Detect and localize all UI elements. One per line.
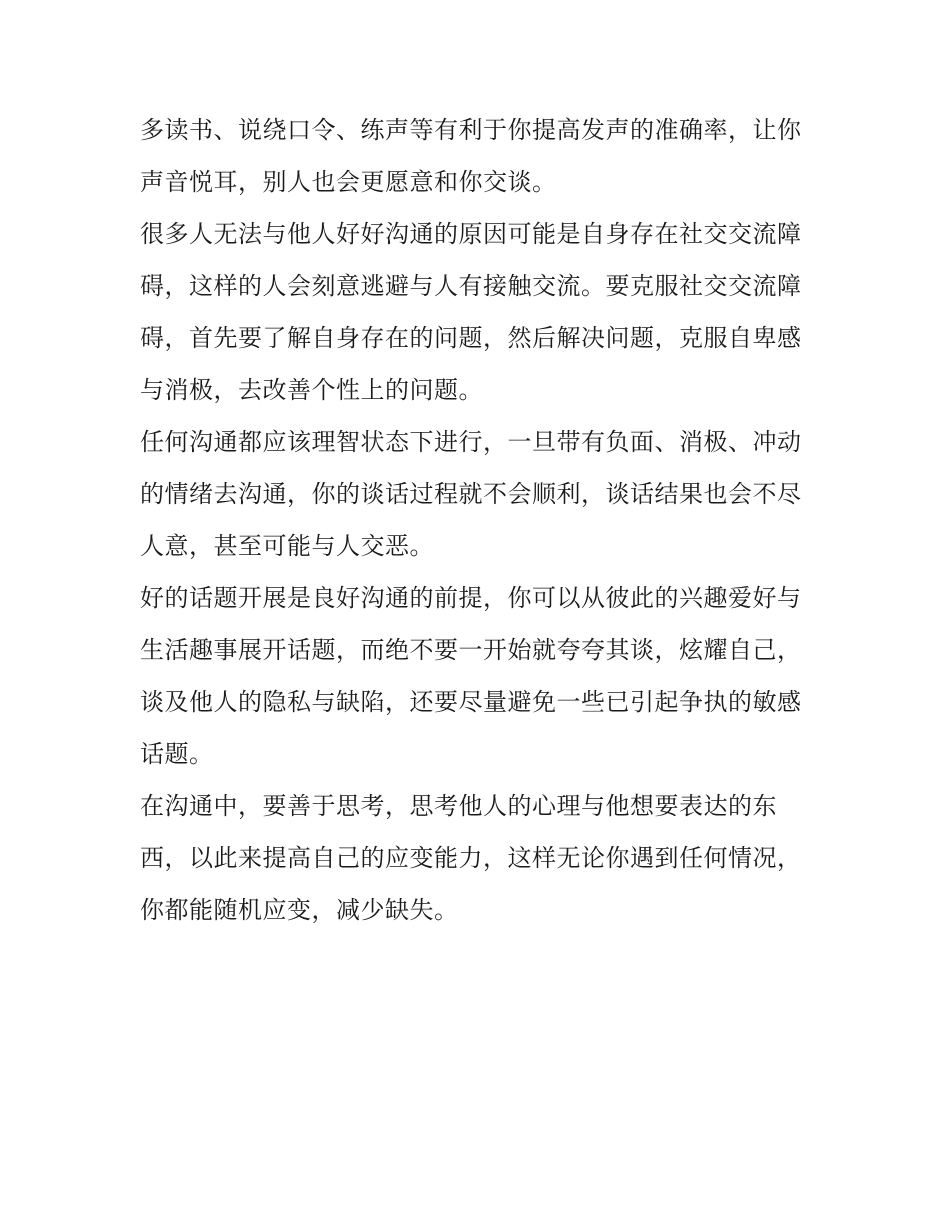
paragraph bbox=[140, 572, 820, 780]
text-line: 任何沟通都应该理智状态下进行，一旦带有负面、消极、冲动 bbox=[140, 428, 802, 456]
text-line: 生活趣事展开话题，而绝不要一开始就夸夸其谈，炫耀自己， bbox=[140, 636, 802, 664]
text-line: 好的话题开展是良好沟通的前提，你可以从彼此的兴趣爱好与 bbox=[140, 584, 802, 612]
text-line: 与消极，去改善个性上的问题。 bbox=[140, 376, 483, 404]
text-line: 谈及他人的隐私与缺陷，还要尽量避免一些已引起争执的敏感 bbox=[140, 688, 802, 716]
text-line: 西，以此来提高自己的应变能力，这样无论你遇到任何情况， bbox=[140, 844, 802, 872]
text-line: 话题。 bbox=[140, 740, 214, 768]
paragraph bbox=[140, 208, 820, 416]
text-line: 人意，甚至可能与人交恶。 bbox=[140, 532, 434, 560]
text-line: 碍，首先要了解自身存在的问题，然后解决问题，克服自卑感 bbox=[140, 324, 802, 352]
paragraph bbox=[140, 416, 820, 572]
text-line: 在沟通中，要善于思考，思考他人的心理与他想要表达的东 bbox=[140, 792, 777, 820]
text-line: 很多人无法与他人好好沟通的原因可能是自身存在社交交流障 bbox=[140, 220, 802, 248]
paragraph bbox=[140, 780, 820, 936]
text-line: 你都能随机应变，减少缺失。 bbox=[140, 896, 459, 924]
text-line: 碍，这样的人会刻意逃避与人有接触交流。要克服社交交流障 bbox=[140, 272, 802, 300]
text-line: 多读书、说绕口令、练声等有利于你提高发声的准确率，让你 bbox=[140, 116, 802, 144]
text-line: 的情绪去沟通，你的谈话过程就不会顺利，谈话结果也会不尽 bbox=[140, 480, 802, 508]
paragraph bbox=[140, 104, 820, 208]
document-body bbox=[140, 104, 820, 936]
text-line: 声音悦耳，别人也会更愿意和你交谈。 bbox=[140, 168, 557, 196]
